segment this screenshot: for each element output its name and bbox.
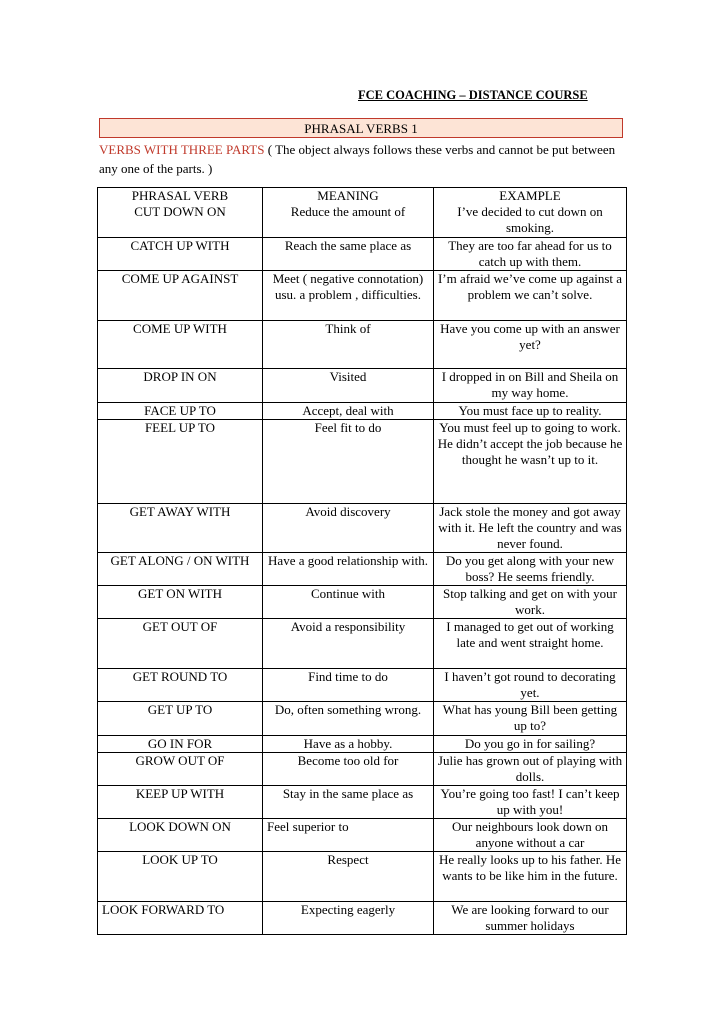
course-title: FCE COACHING – DISTANCE COURSE xyxy=(358,88,588,102)
verb-cell: LOOK FORWARD TO xyxy=(98,901,263,934)
example-cell: You must face up to reality. xyxy=(434,402,627,419)
header-phrasal-verb: PHRASAL VERB xyxy=(98,188,263,205)
verb-cell: CATCH UP WITH xyxy=(98,237,263,270)
example-cell: Do you get along with your new boss? He seems friendly. xyxy=(434,552,627,585)
meaning-cell: Feel superior to xyxy=(263,818,434,851)
example-cell: Our neighbours look down on anyone without a car xyxy=(434,818,627,851)
table-row xyxy=(98,237,627,270)
verb-cell: GET ALONG / ON WITH xyxy=(98,552,263,585)
banner-title: PHRASAL VERBS 1 xyxy=(304,121,418,136)
verb-cell: FACE UP TO xyxy=(98,402,263,419)
example-cell: Stop talking and get on with your work. xyxy=(434,585,627,618)
table-row xyxy=(98,368,627,402)
example-cell: You must feel up to going to work. He didn’t accept the job because he thought he wasn’t up to it. xyxy=(434,419,627,503)
verb-cell: LOOK UP TO xyxy=(98,851,263,901)
verb-cell: CUT DOWN ON xyxy=(98,204,263,237)
table-row xyxy=(98,752,627,785)
meaning-cell: Think of xyxy=(263,320,434,368)
verb-cell: GET UP TO xyxy=(98,701,263,735)
meaning-cell: Find time to do xyxy=(263,668,434,701)
example-cell: You’re going too fast! I can’t keep up with you! xyxy=(434,785,627,818)
table-row xyxy=(98,668,627,701)
meaning-cell: Reduce the amount of xyxy=(263,204,434,237)
example-cell: They are too far ahead for us to catch up with them. xyxy=(434,237,627,270)
verb-cell: KEEP UP WITH xyxy=(98,785,263,818)
table-row xyxy=(98,701,627,735)
table-row xyxy=(98,552,627,585)
example-cell: I’m afraid we’ve come up against a problem we can’t solve. xyxy=(434,270,627,320)
meaning-cell: Meet ( negative connotation) usu. a problem , difficulties. xyxy=(263,270,434,320)
meaning-cell: Expecting eagerly xyxy=(263,901,434,934)
example-cell: He really looks up to his father. He wants to be like him in the future. xyxy=(434,851,627,901)
meaning-cell: Respect xyxy=(263,851,434,901)
title-banner xyxy=(99,118,623,138)
table-row xyxy=(98,204,627,237)
example-cell: I haven’t got round to decorating yet. xyxy=(434,668,627,701)
section-heading: VERBS WITH THREE PARTS xyxy=(99,142,265,157)
table-row xyxy=(98,585,627,618)
verb-cell: GROW OUT OF xyxy=(98,752,263,785)
meaning-cell: Avoid a responsibility xyxy=(263,618,434,668)
table-row xyxy=(98,785,627,818)
table-row xyxy=(98,851,627,901)
example-cell: Julie has grown out of playing with dolls. xyxy=(434,752,627,785)
meaning-cell: Have as a hobby. xyxy=(263,735,434,752)
example-cell: I dropped in on Bill and Sheila on my way home. xyxy=(434,368,627,402)
example-cell: Jack stole the money and got away with it. He left the country and was never found. xyxy=(434,503,627,552)
table-row xyxy=(98,901,627,934)
verb-cell: GET ROUND TO xyxy=(98,668,263,701)
table-row xyxy=(98,270,627,320)
table-row xyxy=(98,419,627,503)
section-note: ( The object always follows these verbs and cannot be put between any one of the parts. ) xyxy=(99,142,616,176)
meaning-cell: Do, often something wrong. xyxy=(263,701,434,735)
header-meaning: MEANING xyxy=(263,188,434,205)
table-row xyxy=(98,320,627,368)
meaning-cell: Stay in the same place as xyxy=(263,785,434,818)
example-cell: I’ve decided to cut down on smoking. xyxy=(434,204,627,237)
table-row xyxy=(98,503,627,552)
verb-cell: GO IN FOR xyxy=(98,735,263,752)
meaning-cell: Avoid discovery xyxy=(263,503,434,552)
example-cell: What has young Bill been getting up to? xyxy=(434,701,627,735)
table-row xyxy=(98,735,627,752)
verb-cell: GET OUT OF xyxy=(98,618,263,668)
verb-cell: FEEL UP TO xyxy=(98,419,263,503)
meaning-cell: Reach the same place as xyxy=(263,237,434,270)
example-cell: I managed to get out of working late and went straight home. xyxy=(434,618,627,668)
meaning-cell: Become too old for xyxy=(263,752,434,785)
verb-cell: GET ON WITH xyxy=(98,585,263,618)
verb-cell: COME UP WITH xyxy=(98,320,263,368)
example-cell: Have you come up with an answer yet? xyxy=(434,320,627,368)
phrasal-verbs-table xyxy=(97,187,627,935)
table-header-row xyxy=(98,188,627,205)
verb-cell: DROP IN ON xyxy=(98,368,263,402)
table-row xyxy=(98,818,627,851)
meaning-cell: Have a good relationship with. xyxy=(263,552,434,585)
example-cell: Do you go in for sailing? xyxy=(434,735,627,752)
meaning-cell: Visited xyxy=(263,368,434,402)
example-cell: We are looking forward to our summer holidays xyxy=(434,901,627,934)
table-row xyxy=(98,402,627,419)
header-example: EXAMPLE xyxy=(499,188,561,203)
meaning-cell: Accept, deal with xyxy=(263,402,434,419)
verb-cell: GET AWAY WITH xyxy=(98,503,263,552)
meaning-cell: Feel fit to do xyxy=(263,419,434,503)
table-row xyxy=(98,618,627,668)
verb-cell: LOOK DOWN ON xyxy=(98,818,263,851)
intro-text xyxy=(99,140,629,178)
meaning-cell: Continue with xyxy=(263,585,434,618)
verb-cell: COME UP AGAINST xyxy=(98,270,263,320)
